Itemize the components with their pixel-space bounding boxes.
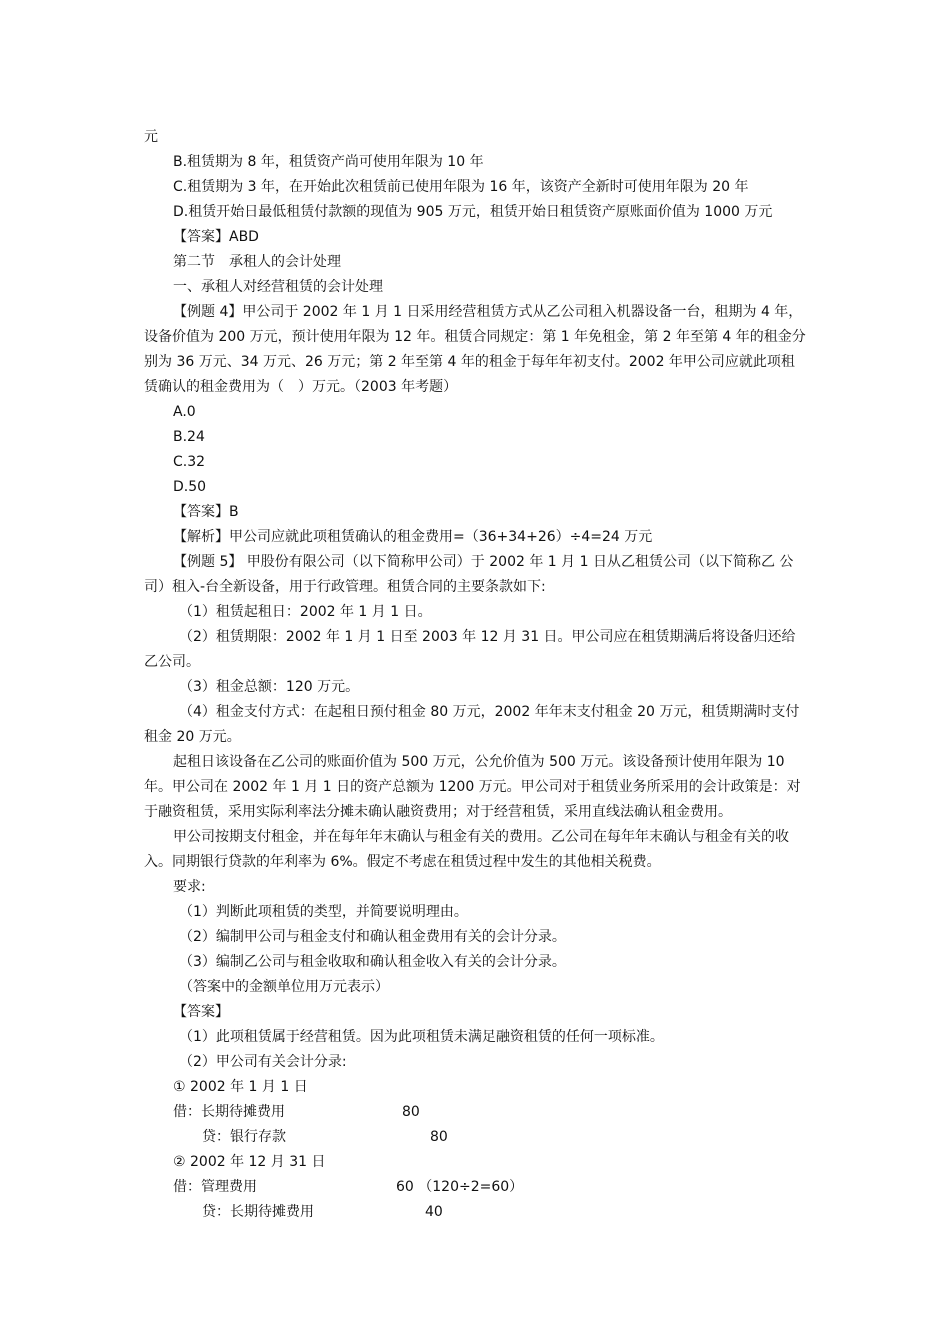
option-c: C.租赁期为 3 年，在开始此次租赁前已使用年限为 16 年，该资产全新时可使用年限为 20 年: [173, 179, 749, 195]
requirement-3: （3）编制乙公司与租金收取和确认租金收入有关的会计分录。: [179, 954, 566, 970]
option-d: D.租赁开始日最低租赁付款额的现值为 905 万元，租赁开始日租赁资产原账面价值为 1000 万元: [173, 204, 773, 220]
example-5-paragraph: 【例题 5】 甲股份有限公司（以下简称甲公司）于 2002 年 1 月 1 日从乙租赁公司（以下简称乙 公司）租入-台全新设备，用于行政管理。租赁合同的主要条款如下:: [144, 554, 794, 595]
paragraph: 起租日该设备在乙公司的账面价值为 500 万元，公允价值为 500 万元。该设备预计使用年限为 10 年。甲公司在 2002 年 1 月 1 日的资产总额为 1200 万元。甲公司对于租赁业务所采用的会计政策是：对于融资租赁，采用实际利率法分摊未确认融资费用；对于经营租赁，采用直线法确认租金费用。: [144, 754, 801, 820]
journal-entry-credit: [144, 1200, 808, 1225]
entry-amount: 60 （120÷2=60）: [396, 1179, 524, 1195]
entry-date: ① 2002 年 1 月 1 日: [173, 1079, 308, 1095]
option-c: C.32: [173, 454, 206, 470]
entry-account: 贷：银行存款: [202, 1129, 286, 1145]
option-a: A.0: [173, 404, 196, 420]
contract-term-1: （1）租赁起租日：2002 年 1 月 1 日。: [179, 604, 432, 620]
answer-line: 【答案】B: [173, 504, 239, 520]
requirement-1: （1）判断此项租赁的类型，并简要说明理由。: [179, 904, 468, 920]
text-line: 元: [144, 129, 158, 145]
journal-entry-credit: [144, 1125, 808, 1150]
example-4-paragraph: 【例题 4】甲公司于 2002 年 1 月 1 日采用经营租赁方式从乙公司租入机器设备一台，租期为 4 年，设备价值为 200 万元，预计使用年限为 12 年。租赁合同规定：第 1 年免租金，第 2 年至第 4 年的租金分别为 36 万元、34 万元、26 万元；第 2 年至第 4 年的租金于每年年初支付。2002 年甲公司应就此项租赁确认的租金费用为（ ）万元。（2003 年考题）: [144, 304, 806, 395]
contract-term-2: （2）租赁期限：2002 年 1 月 1 日至 2003 年 12 月 31 日。甲公司应在租赁期满后将设备归还给乙公司。: [144, 629, 796, 670]
entry-account: 借：长期待摊费用: [173, 1104, 285, 1120]
entry-date: ② 2002 年 12 月 31 日: [173, 1154, 326, 1170]
paragraph: 甲公司按期支付租金，并在每年年末确认与租金有关的费用。乙公司在每年年末确认与租金有关的收入。同期银行贷款的年利率为 6%。假定不考虑在租赁过程中发生的其他相关税费。: [144, 829, 789, 870]
option-b: B.24: [173, 429, 205, 445]
requirements-heading: 要求:: [173, 879, 206, 895]
analysis-line: 【解析】甲公司应就此项租赁确认的租金费用=（36+34+26）÷4=24 万元: [173, 529, 653, 545]
journal-entry-debit: [144, 1175, 808, 1200]
subsection-heading: 一、承租人对经营租赁的会计处理: [173, 279, 383, 295]
document-body: [144, 125, 808, 1225]
entry-amount: 80: [430, 1129, 448, 1145]
section-heading: 第二节 承租人的会计处理: [173, 254, 341, 270]
answer-2: （2）甲公司有关会计分录:: [179, 1054, 347, 1070]
requirement-2: （2）编制甲公司与租金支付和确认租金费用有关的会计分录。: [179, 929, 566, 945]
journal-entry-debit: [144, 1100, 808, 1125]
entry-amount: 40: [425, 1204, 443, 1220]
entry-amount: 80: [402, 1104, 420, 1120]
unit-note: （答案中的金额单位用万元表示）: [179, 979, 389, 995]
answer-line: 【答案】ABD: [173, 229, 259, 245]
option-d: D.50: [173, 479, 207, 495]
answer-heading: 【答案】: [173, 1004, 229, 1020]
entry-account: 贷：长期待摊费用: [202, 1204, 314, 1220]
option-b: B.租赁期为 8 年，租赁资产尚可使用年限为 10 年: [173, 154, 484, 170]
contract-term-4: （4）租金支付方式：在起租日预付租金 80 万元，2002 年年末支付租金 20 万元，租赁期满时支付租金 20 万元。: [144, 704, 800, 745]
entry-account: 借：管理费用: [173, 1179, 257, 1195]
contract-term-3: （3）租金总额：120 万元。: [179, 679, 360, 695]
answer-1: （1）此项租赁属于经营租赁。因为此项租赁未满足融资租赁的任何一项标准。: [179, 1029, 664, 1045]
